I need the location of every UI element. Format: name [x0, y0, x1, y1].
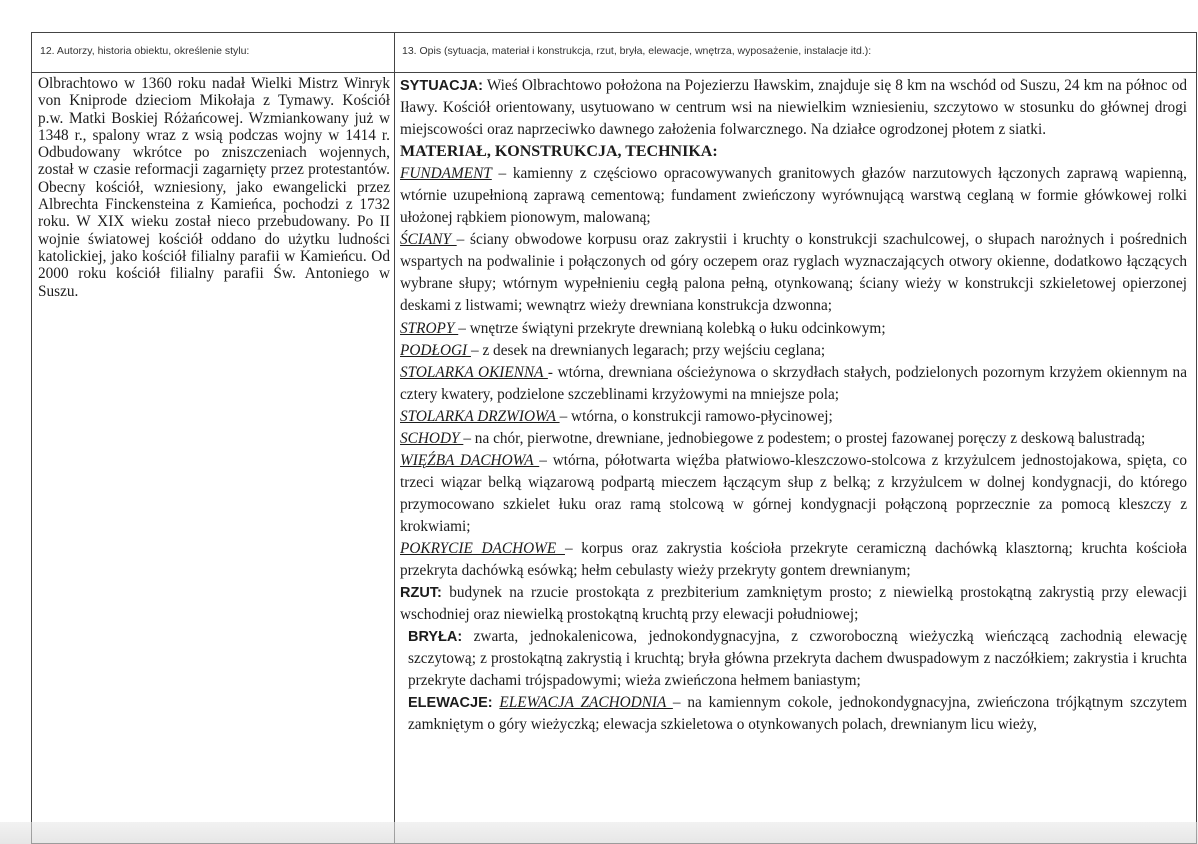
item-text: – z desek na drewnianych legarach; przy wejściu ceglana; — [470, 341, 826, 359]
item-stropy — [400, 318, 1187, 340]
item-label: POKRYCIE DACHOWE — [400, 539, 565, 557]
situation-paragraph — [400, 75, 1187, 141]
elewacje-paragraph — [400, 692, 1187, 736]
item-stolarka-okienna — [400, 362, 1187, 406]
item-label: FUNDAMENT — [400, 165, 492, 183]
item-fundament — [400, 163, 1187, 229]
history-text: Olbrachtowo w 1360 roku nadał Wielki Mistrz Winryk von Kniprode dzieciom Mikołaja z Tymawy. Kościół p.w. Matki Boskiej Różańcowej. Wzmiankowany już w 1348 r., spalony wraz z wsią podczas wojny w 1414 r. Odbudowany wkrótce po zniszczeniach wojennych, został w czasie reformacji zagarnięty przez protestantów. Obecny kościół, wzniesiony, jako ewangelicki przez Albrechta Finckensteina z Kamieńca, pochodzi z 1732 roku. W XIX wieku został nieco przebudowany. Po II wojnie światowej kościół oddano do użytku ludności katolickiej, jako kościół filialny parafii w Kamieńcu. Od 2000 roku kościół filialny parafii Św. Antoniego w Suszu. — [38, 75, 390, 300]
item-wiezba-dachowa — [400, 450, 1187, 538]
item-stolarka-drzwiowa — [400, 406, 1187, 428]
item-text: – kamienny z częściowo opracowywanych granitowych głazów narzutowych łączonych zaprawą wapienną, wtórnie uzupełnioną zaprawą cementową; fundament zwieńczony wyrównującą warstwą ceglaną w formie główkowej rolki ułożonej rąbkiem pionowym, malowaną; — [400, 165, 1187, 227]
item-label: STROPY — [400, 319, 459, 337]
item-text: – ściany obwodowe korpusu oraz zakrystii i kruchty o konstrukcji szachulcowej, o słupach narożnych i pośrednich wspartych na podwalinie i połączonych od góry oczepem oraz ryglach wyznaczających otwory okienne, dodatkowo łączących wybrane słupy; wtórnym wypełnieniu cegłą palona pełną, otynkowaną; ściany wieży w konstrukcji szkieletowej opierzonej deskami z listwami; wewnątrz wieży drewniana konstrukcja dzwonna; — [400, 231, 1187, 315]
header-divider — [32, 72, 1196, 73]
rzut-label: RZUT: — [400, 585, 442, 602]
bryla-paragraph — [400, 626, 1187, 692]
situation-text: Wieś Olbrachtowo położona na Pojezierzu Iławskim, znajduje się 8 km na wschód od Suszu, 24 km na północ od Iławy. Kościół orientowany, usytuowano w centrum wsi na niewielkim wzniesieniu, szczytowo w stosunku do głównej drogi miejscowości oraz naprzeciwko dawnego założenia folwarcznego. Na działce ogrodzonej płotem z siatki. — [400, 77, 1187, 139]
elewacje-sub-label: ELEWACJA ZACHODNIA — [499, 694, 673, 712]
situation-label: SYTUACJA: — [400, 78, 483, 94]
column-divider — [394, 33, 395, 843]
rzut-text: budynek na rzucie prostokąta z prezbiterium zamkniętym prosto; z niewielką prostokątną zakrystią przy elewacji wschodniej oraz niewielką prostokątną kruchtą przy elewacji południowej; — [400, 584, 1187, 624]
elewacje-label: ELEWACJE: — [408, 695, 493, 712]
item-schody — [400, 428, 1187, 450]
item-label: STOLARKA OKIENNA — [400, 363, 548, 381]
elewacje-text: – na kamiennym cokole, jednokondygnacyjna, zwieńczona trójkątnym szczytem zamkniętym o góry wieżyczką; elewacja szkieletowa o otynkowanych polach, drewnianym licu wieży, — [408, 694, 1187, 734]
header-col12: 12. Autorzy, historia obiektu, określenie stylu: — [40, 45, 250, 57]
item-sciany — [400, 229, 1187, 317]
item-label: PODŁOGI — [400, 341, 471, 359]
item-text: - wtórna, drewniana ościeżynowa o skrzydłach stałych, podzielonych pozornym krzyżem okiennym na cztery kwatery, podzielone szczeblinami krzyżowymi na mniejsze pola; — [400, 363, 1187, 403]
item-text: – na chór, pierwotne, drewniane, jednobiegowe z podestem; o prostej fazowanej poręczy z deskową balustradą; — [463, 429, 1146, 447]
item-pokrycie-dachowe — [400, 538, 1187, 582]
header-col13: 13. Opis (sytuacja, materiał i konstrukcja, rzut, bryła, elewacje, wnętrza, wyposażenie, instalacje itd.): — [402, 45, 872, 57]
item-text: – wnętrze świątyni przekryte drewnianą kolebką o łuku odcinkowym; — [458, 319, 886, 337]
item-label: WIĘŹBA DACHOWA — [400, 451, 540, 469]
item-label: STOLARKA DRZWIOWA — [400, 407, 560, 425]
bryla-label: BRYŁA: — [408, 629, 463, 646]
description-column — [400, 75, 1187, 843]
item-podlogi — [400, 340, 1187, 362]
material-heading: MATERIAŁ, KONSTRUKCJA, TECHNIKA: — [400, 143, 718, 161]
scan-edge — [0, 822, 1198, 844]
item-label: ŚCIANY — [400, 231, 457, 249]
form-table — [31, 32, 1197, 844]
rzut-paragraph — [400, 582, 1187, 626]
item-text: – wtórna, półotwarta więźba płatwiowo-kleszczowo-stolcowa z krzyżulcem jednostojakowa, spięta, co trzeci wiązar belką wiązarową podpartą mieczem łączącym słup z belką; z krzyżulcem w dolnej kondygnacji, do którego przymocowano szkielet łuku oraz ramą stolcową w górnej kondygnacji połączoną poprzecznie za pomocą kleszczy z krokwiami; — [400, 451, 1187, 535]
bryla-text: zwarta, jednokalenicowa, jednokondygnacyjna, z czworoboczną wieżyczką wieńczącą zachodnią elewację szczytową; z prostokątną zakrystią i kruchtą; bryła główna przekryta dachem dwuspadowym z naczółkiem; zakrystia i kruchta przekryte dachami trójspadowymi; wieża zwieńczona hełmem baniastym; — [408, 628, 1187, 690]
item-text: – wtórna, o konstrukcji ramowo-płycinowej; — [559, 407, 833, 425]
item-text: – korpus oraz zakrystia kościoła przekryte ceramiczną dachówką klasztorną; kruchta kościoła przekryta dachówką esówką; hełm cebulasty wieży przekryty gontem drewnianym; — [400, 539, 1187, 580]
item-label: SCHODY — [400, 429, 464, 447]
